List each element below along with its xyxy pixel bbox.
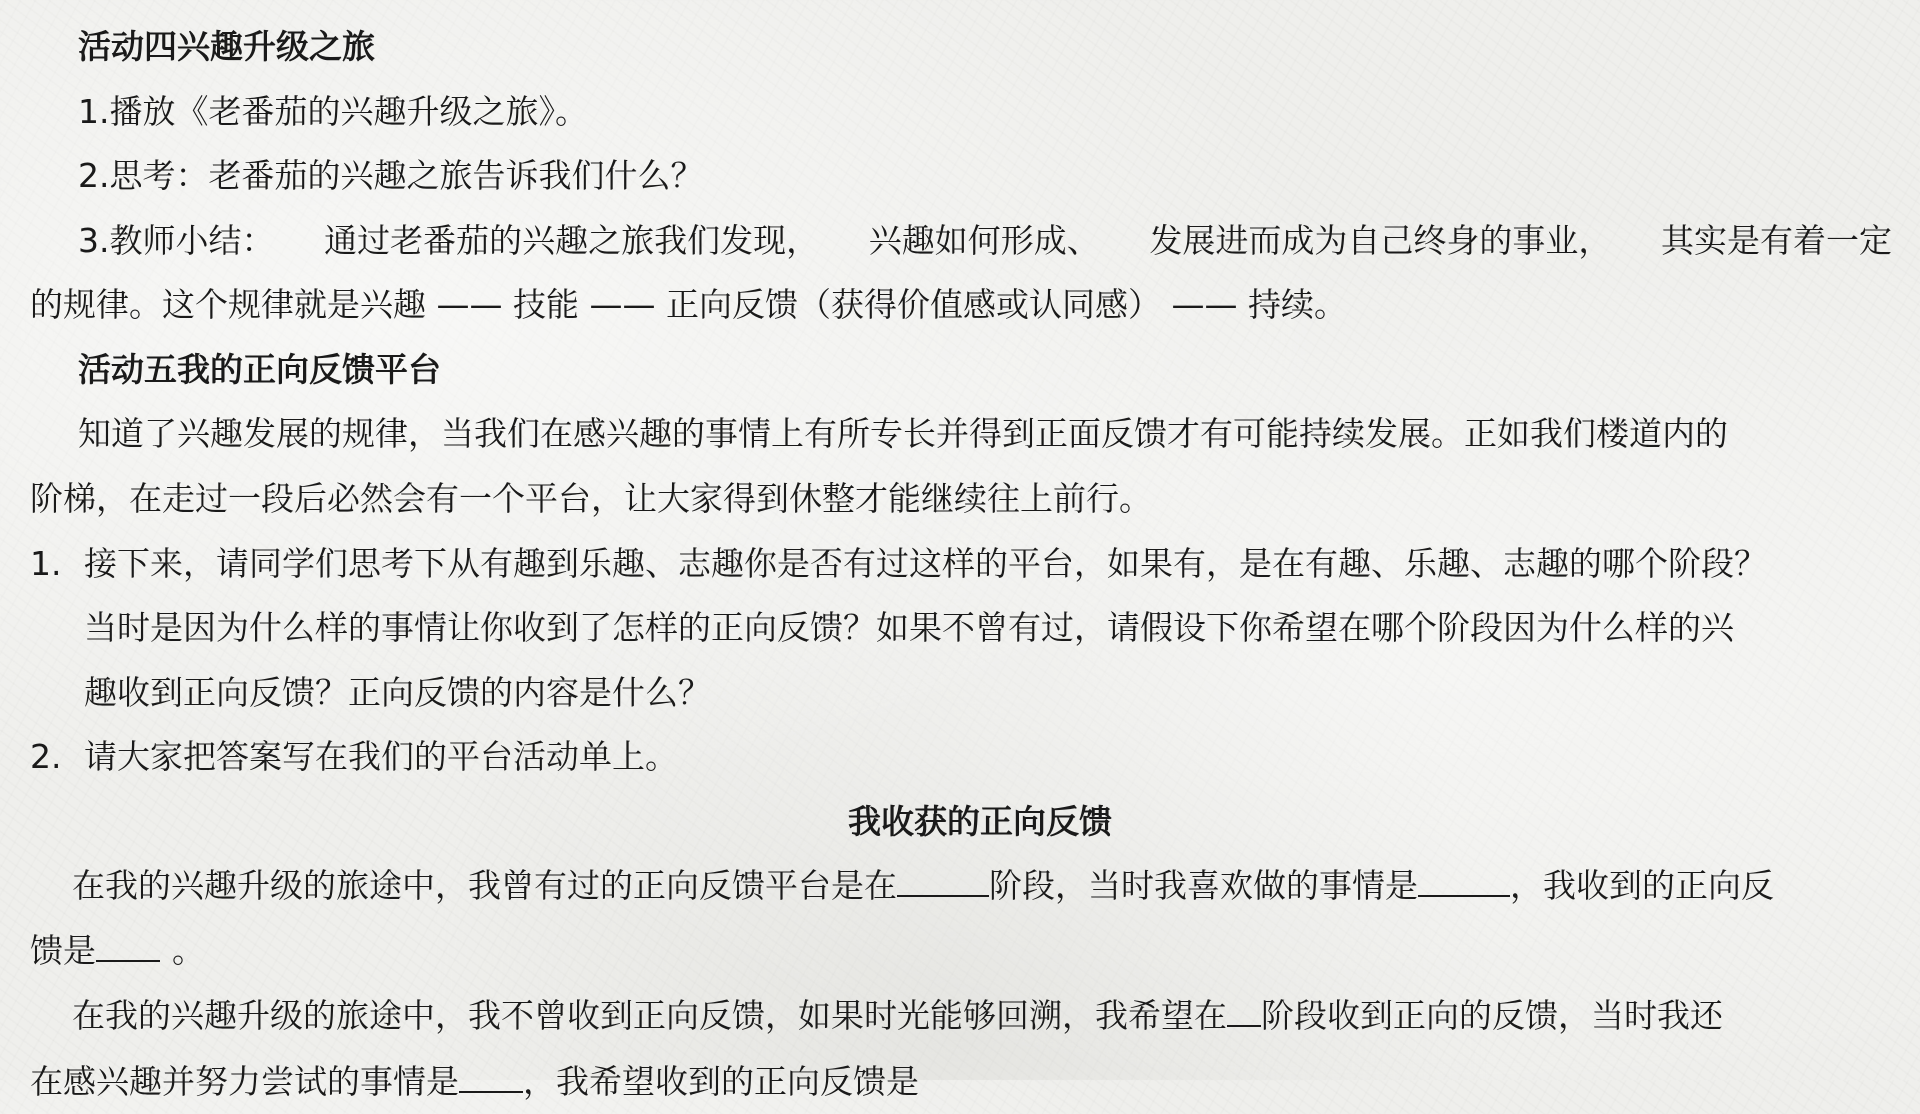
worksheet-text: 。 (172, 931, 205, 970)
list-item-1 (30, 532, 1892, 596)
stage-blank[interactable] (897, 857, 989, 897)
worksheet-text: 馈是 (30, 931, 96, 970)
activity4-step3-seg: 通过老番茄的兴趣之旅我们发现， (324, 221, 820, 260)
activity4-title: 活动四兴趣升级之旅 (78, 27, 375, 66)
worksheet-text: 在我的兴趣升级的旅途中，我不曾收到正向反馈，如果时光能够回溯，我希望在 (72, 996, 1227, 1035)
worksheet-p1-line2 (30, 919, 1892, 983)
activity5-title: 活动五我的正向反馈平台 (78, 350, 441, 389)
activity-blank[interactable] (1418, 857, 1510, 897)
list-item-1-line2: 当时是因为什么样的事情让你收到了怎样的正向反馈？如果不曾有过，请假设下你希望在哪个阶段因为什么样的兴 (84, 608, 1734, 647)
hoped-stage-blank[interactable] (1227, 987, 1261, 1027)
worksheet-p2-line2 (30, 1050, 1892, 1114)
list-item-2 (30, 725, 1892, 789)
activity4-step3-line2: 的规律。这个规律就是兴趣 —— 技能 —— 正向反馈（获得价值感或认同感） —— 持续。 (30, 285, 1347, 324)
worksheet-text: 在我的兴趣升级的旅途中，我曾有过的正向反馈平台是在 (72, 866, 897, 905)
worksheet-text: 在感兴趣并努力尝试的事情是 (30, 1062, 459, 1101)
activity5-intro-line2: 阶梯，在走过一段后必然会有一个平台，让大家得到休整才能继续往上前行。 (30, 479, 1152, 518)
worksheet-text: ，我希望收到的正向反馈是 (523, 1062, 919, 1101)
worksheet-text: 阶段，当时我喜欢做的事情是 (989, 866, 1418, 905)
activity5-intro-line1: 知道了兴趣发展的规律，当我们在感兴趣的事情上有所专长并得到正面反馈才有可能持续发展。正如我们楼道内的 (78, 414, 1728, 453)
activity4-step3-seg: 发展进而成为自己终身的事业， (1149, 221, 1612, 260)
activity4-step3-line1 (78, 209, 1892, 273)
activity4-step1: 1.播放《老番茄的兴趣升级之旅》。 (78, 92, 588, 131)
activity4-step3-seg: 3.教师小结： (78, 221, 275, 260)
attempt-blank[interactable] (459, 1053, 523, 1093)
worksheet-text: 阶段收到正向的反馈，当时我还 (1261, 996, 1723, 1035)
activity4-step3-seg: 兴趣如何形成、 (868, 221, 1100, 260)
list-item-1-line3: 趣收到正向反馈？正向反馈的内容是什么？ (84, 673, 711, 712)
worksheet-p2-line1 (72, 984, 1886, 1048)
list-item-text: 接下来，请同学们思考下从有趣到乐趣、志趣你是否有过这样的平台，如果有，是在有趣、乐趣、志趣的哪个阶段？ (84, 544, 1767, 583)
worksheet-text: ，我收到的正向反 (1510, 866, 1774, 905)
list-item-text: 请大家把答案写在我们的平台活动单上。 (84, 737, 678, 776)
activity4-step3-seg: 其实是有着一定 (1661, 221, 1892, 260)
worksheet-title: 我收获的正向反馈 (848, 802, 1112, 841)
feedback-blank[interactable] (96, 922, 160, 962)
activity4-step2: 2.思考：老番茄的兴趣之旅告诉我们什么？ (78, 156, 704, 195)
list-number: 2. (30, 737, 62, 776)
list-number: 1. (30, 544, 62, 583)
worksheet-p1-line1 (72, 854, 1886, 918)
